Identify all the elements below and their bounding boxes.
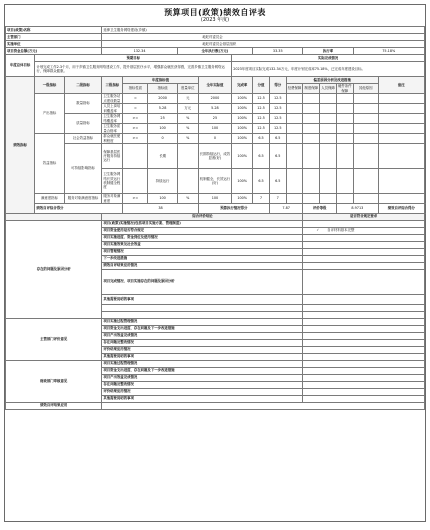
review-item: 下一步改进措施 — [102, 255, 303, 262]
review-item: 项目完成情况、项目实施存在的问题及原因分析 — [102, 269, 303, 294]
indicator-rate: 100% — [232, 114, 253, 124]
empty-cell — [336, 134, 353, 144]
indicator-target: 持续运行 — [148, 169, 177, 194]
empty-cell — [320, 169, 337, 194]
indicator-target: 100 — [148, 124, 177, 134]
header-unit: 度量单位 — [177, 84, 198, 94]
header-rate: 完成率 — [232, 77, 253, 94]
empty-cell — [378, 144, 424, 169]
indicator-rate: 100% — [232, 134, 253, 144]
empty-cell — [378, 124, 424, 134]
empty-cell — [353, 144, 378, 169]
indicator-op — [123, 169, 148, 194]
service-label: 服务对象满意度指标 — [64, 194, 102, 204]
indicator-rate: 100% — [232, 94, 253, 104]
finance-item: 项目产出效益完成情况 — [102, 374, 303, 381]
empty-cell — [336, 104, 353, 114]
empty-cell — [303, 325, 424, 332]
header-actual: 全年实际值 — [198, 77, 232, 94]
indicator-target: 长期 — [148, 144, 177, 169]
empty-cell — [378, 104, 424, 114]
empty-cell — [353, 104, 378, 114]
goal-actual-text: 2023年度项目实际完成132.34万元，年度计划完成率75.18%，已完成年度建设目标。 — [232, 62, 425, 77]
empty-cell — [303, 234, 424, 241]
supervisor-item: 其他需要说明的事项 — [102, 353, 303, 360]
empty-cell — [303, 353, 424, 360]
rating-value: 8.9713 — [336, 204, 378, 214]
indicator-unit: % — [177, 124, 198, 134]
indicator-rate: 100% — [232, 194, 253, 204]
empty-cell — [303, 194, 320, 204]
empty-cell — [353, 169, 378, 194]
table-row — [6, 194, 425, 204]
indicator-actual: 100 — [198, 124, 232, 134]
finance-item: 项目资金支出进度、存在问题及下一步改进措施 — [102, 367, 303, 374]
table-row — [6, 94, 425, 104]
header-d2: 制度保障 — [303, 84, 320, 94]
header-d4: 硬件条件保障 — [337, 84, 352, 93]
quality-label: 质量指标 — [64, 114, 102, 134]
indicator-score: 12.5 — [269, 124, 286, 134]
indicator-name: 服务对象满意度 — [102, 194, 123, 204]
execution-rate-label: 执行率 — [303, 48, 353, 55]
empty-cell — [303, 294, 424, 304]
finance-item: 项目实施过程管理情况 — [102, 360, 303, 367]
empty-cell — [353, 114, 378, 124]
empty-cell — [303, 311, 424, 318]
empty-cell — [336, 114, 353, 124]
review-item: 项目资金使用是否符合规定 — [102, 227, 303, 234]
totals-row — [6, 204, 425, 214]
finance-item: 存在问题及整改情况 — [102, 381, 303, 388]
empty-cell — [303, 367, 424, 374]
supervisor-item: 项目产出效益完成情况 — [102, 332, 303, 339]
indicator-score: 12.5 — [269, 94, 286, 104]
social-label: 社会效益指标 — [64, 134, 102, 144]
empty-cell — [303, 169, 320, 194]
project-name-row — [6, 27, 425, 34]
performance-indicators-label: 绩效指标 — [6, 77, 35, 214]
goal-planned-head: 预期目标 — [35, 55, 232, 62]
department-row — [6, 34, 425, 41]
budget-executed-label: 全年执行数(万元) — [177, 48, 252, 55]
empty-cell — [303, 304, 424, 311]
empty-cell — [378, 94, 424, 104]
empty-cell — [286, 114, 303, 124]
project-name-label: 项目(政策)名称 — [6, 27, 102, 34]
indicator-actual: 25 — [198, 114, 232, 124]
empty-cell — [286, 194, 303, 204]
satisfaction-label: 满意度指标 — [35, 194, 64, 204]
empty-cell — [286, 144, 303, 169]
indicator-target: 5.28 — [148, 104, 177, 114]
indicator-actual: 机制健全，长效运行(好) — [198, 169, 232, 194]
indicator-weight: 12.5 — [253, 124, 270, 134]
problem-label: 存在的问题及原因分析 — [6, 220, 102, 318]
review-col1: 综合评价结论 — [102, 213, 303, 220]
indicator-op: >= — [123, 194, 148, 204]
supervisor-item: 存在问题及整改情况 — [102, 339, 303, 346]
indicator-rate: 100% — [232, 144, 253, 169]
form-title: 预算项目(政策)绩效自评表 — [164, 8, 266, 17]
indicator-target: 2000 — [148, 94, 177, 104]
review-item: 项目实施进度、资金到位及使用情况 — [102, 234, 303, 241]
review-item: 绩效自评结果应用情况 — [102, 262, 303, 269]
empty-cell — [303, 248, 424, 255]
table-row — [6, 114, 425, 124]
annual-goal-label: 年度总体目标 — [6, 55, 35, 77]
unit-value: 地旺村委员会基层组织 — [102, 41, 424, 48]
header-deviation-group: 偏差原因分析及改进措施 — [286, 77, 378, 84]
indicator-score: 6.5 — [269, 134, 286, 144]
empty-cell — [353, 134, 378, 144]
final-row — [6, 402, 425, 409]
empty-cell — [303, 94, 320, 104]
empty-cell — [353, 124, 378, 134]
empty-cell — [102, 311, 303, 318]
indicator-weight: 6.5 — [253, 144, 270, 169]
totals-score: 38 — [123, 204, 198, 214]
indicator-score: 7 — [269, 194, 286, 204]
evaluation-form — [4, 4, 426, 522]
header-d1: 经费保障 — [286, 84, 303, 94]
review-item: 项目(政策)实施情况(包括项目实施方案、管理制度) — [102, 220, 303, 227]
header-op: 指标性质 — [123, 84, 148, 94]
indicator-weight: 6.5 — [253, 134, 270, 144]
indicator-name: 卫生服务网络长效运行机制健全程度 — [102, 169, 123, 194]
indicator-target: 100 — [148, 194, 177, 204]
goal-planned-text: 计划完成工作2.3个月，用于乡镇卫生服务网络建设工作，提升基层医疗水平，增强群众就医获得感，完善乡镇卫生服务网络运行，保障群众健康。 — [35, 62, 232, 77]
indicator-score: 6.5 — [269, 144, 286, 169]
header-level1: 一级指标 — [35, 77, 64, 94]
indicator-unit — [177, 144, 198, 169]
empty-cell — [320, 194, 337, 204]
empty-cell — [303, 255, 424, 262]
indicator-actual: 0 — [198, 134, 232, 144]
indicator-op: = — [123, 94, 148, 104]
budget-executed-value: 33.35 — [253, 48, 303, 55]
review-check-cell — [303, 227, 424, 234]
empty-cell — [303, 144, 320, 169]
indicator-name: 卫生服务网络覆盖率 — [102, 114, 123, 124]
empty-cell — [353, 94, 378, 104]
indicator-score: 12.5 — [269, 104, 286, 114]
header-target: 指标值 — [148, 84, 177, 94]
empty-cell — [303, 114, 320, 124]
indicator-op — [123, 144, 148, 169]
empty-cell — [286, 169, 303, 194]
indicator-name: 人员上岗培训覆盖率 — [102, 104, 123, 114]
budget-exec-score-value: 7.87 — [269, 204, 303, 214]
empty-cell — [303, 318, 424, 325]
empty-cell — [336, 144, 353, 169]
review-item: 项目实施效果及社会效益 — [102, 241, 303, 248]
indicator-actual: 长期持续运行，成效显著(好) — [198, 144, 232, 169]
unit-row — [6, 41, 425, 48]
indicator-op: >= — [123, 134, 148, 144]
indicator-rate: 100% — [232, 124, 253, 134]
empty-cell — [286, 104, 303, 114]
output-indicator-label: 产出指标 — [35, 94, 64, 134]
header-d5: 其他原因 — [353, 84, 378, 94]
totals-label: 绩效自评综合得分 — [35, 204, 123, 214]
indicator-weight: 6.5 — [253, 169, 270, 194]
empty-cell — [303, 360, 424, 367]
sustain-label: 可持续影响指标 — [64, 144, 102, 194]
quantity-label: 数量指标 — [64, 94, 102, 114]
empty-cell — [378, 194, 424, 204]
empty-cell — [336, 124, 353, 134]
indicator-weight: 12.5 — [253, 114, 270, 124]
goals-header-row — [6, 55, 425, 62]
empty-cell — [303, 241, 424, 248]
empty-cell — [303, 134, 320, 144]
indicator-actual: 2000 — [198, 94, 232, 104]
empty-cell — [320, 104, 337, 114]
form-subtitle: (2023 年度) — [200, 17, 230, 23]
empty-cell — [286, 124, 303, 134]
empty-cell — [303, 269, 424, 294]
empty-cell — [320, 124, 337, 134]
indicator-name: 卫生服务站点建设数量 — [102, 94, 123, 104]
empty-cell — [303, 220, 424, 227]
header-score: 得分 — [269, 77, 286, 94]
empty-cell — [102, 304, 303, 311]
finance-label: 财政部门审核意见 — [6, 360, 102, 402]
supervisor-item: 项目资金支出进度、存在问题及下一步改进措施 — [102, 325, 303, 332]
empty-cell — [303, 104, 320, 114]
indicator-unit: % — [177, 114, 198, 124]
indicator-unit — [177, 169, 198, 194]
indicator-score: 12.5 — [269, 114, 286, 124]
empty-cell — [378, 134, 424, 144]
indicator-weight: 12.5 — [253, 94, 270, 104]
empty-cell — [353, 194, 378, 204]
effect-indicator-label: 效益指标 — [35, 134, 64, 194]
empty-cell — [303, 388, 424, 395]
indicator-name: 保障基层医疗服务持续运行 — [102, 144, 123, 169]
goals-text-row — [6, 62, 425, 77]
empty-cell — [378, 114, 424, 124]
empty-cell — [320, 134, 337, 144]
empty-cell — [378, 169, 424, 194]
empty-cell — [303, 395, 424, 402]
review-item: 其他需要说明的事项 — [102, 294, 303, 304]
empty-cell — [303, 346, 424, 353]
indicator-weight: 12.5 — [253, 104, 270, 114]
indicator-actual: 5.28 — [198, 104, 232, 114]
indicator-unit: 万元 — [177, 104, 198, 114]
empty-cell — [286, 94, 303, 104]
final-score-label: 绩效自评综合得分 — [378, 204, 424, 214]
check-text: 自评材料基本完整 — [327, 228, 355, 233]
empty-cell — [286, 134, 303, 144]
rating-label: 评价等级 — [303, 204, 337, 214]
indicator-header-row-1 — [6, 77, 425, 84]
empty-cell — [303, 332, 424, 339]
header-weight: 分值 — [253, 77, 270, 94]
header-target-group: 年度指标值 — [123, 77, 198, 84]
header-remark: 备注 — [378, 77, 424, 94]
indicator-op: >= — [123, 114, 148, 124]
empty-cell — [336, 169, 353, 194]
indicator-target: 0 — [148, 134, 177, 144]
empty-cell — [303, 374, 424, 381]
empty-cell — [303, 381, 424, 388]
empty-cell — [102, 402, 424, 409]
finance-item: 其他需要说明的事项 — [102, 395, 303, 402]
indicator-unit: % — [177, 194, 198, 204]
empty-cell — [320, 114, 337, 124]
indicator-name: 群众就医便利程度 — [102, 134, 123, 144]
table-row — [6, 144, 425, 169]
indicator-rate: 100% — [232, 104, 253, 114]
department-label: 主管部门 — [6, 34, 102, 41]
budget-total: 132.34 — [102, 48, 177, 55]
empty-cell — [336, 94, 353, 104]
department-value: 地旺村委员会 — [102, 34, 424, 41]
project-name-value: 延伸卫生服务网络建设(乡镇) — [102, 27, 424, 34]
indicator-op: >= — [123, 124, 148, 134]
supervisor-row — [6, 318, 425, 325]
indicator-name: 卫生服务质量合格率 — [102, 124, 123, 134]
header-d3: 人员保障 — [320, 84, 337, 94]
budget-exec-score-label: 预算执行情况得分 — [198, 204, 269, 214]
finance-item: 评价结果应用情况 — [102, 388, 303, 395]
indicator-score: 6.5 — [269, 169, 286, 194]
review-header-row — [6, 213, 425, 220]
check-icon: ✓ — [316, 228, 320, 233]
indicator-actual: 100 — [198, 194, 232, 204]
empty-cell — [336, 194, 353, 204]
indicator-target: 25 — [148, 114, 177, 124]
review-item-row — [6, 220, 425, 227]
empty-cell — [320, 144, 337, 169]
indicator-weight: 7 — [253, 194, 270, 204]
execution-rate-value: 75.18% — [353, 48, 424, 55]
final-label: 绩效自评结果应用 — [6, 402, 102, 409]
empty-cell — [303, 262, 424, 269]
empty-cell — [303, 124, 320, 134]
evaluation-table — [5, 26, 425, 410]
unit-label: 实施单位 — [6, 41, 102, 48]
supervisor-item: 评价结果应用情况 — [102, 346, 303, 353]
supervisor-item: 项目实施过程管理情况 — [102, 318, 303, 325]
supervisor-label: 主管部门评价意见 — [6, 318, 102, 360]
finance-row — [6, 360, 425, 367]
empty-cell — [320, 94, 337, 104]
goal-actual-head: 实际完成情况 — [232, 55, 425, 62]
header-level3: 三级指标 — [102, 77, 123, 94]
indicator-rate: 100% — [232, 169, 253, 194]
empty-cell — [6, 213, 102, 220]
empty-cell — [303, 339, 424, 346]
indicator-unit: % — [177, 134, 198, 144]
table-row — [6, 134, 425, 144]
budget-label: 项目资金总额(万元) — [6, 48, 102, 55]
indicator-op: = — [123, 104, 148, 114]
budget-row — [6, 48, 425, 55]
header-level2: 二级指标 — [64, 77, 102, 94]
review-col2: 是否符合规定要求 — [303, 213, 424, 220]
review-item: 项目管理情况 — [102, 248, 303, 255]
indicator-unit: 元 — [177, 94, 198, 104]
